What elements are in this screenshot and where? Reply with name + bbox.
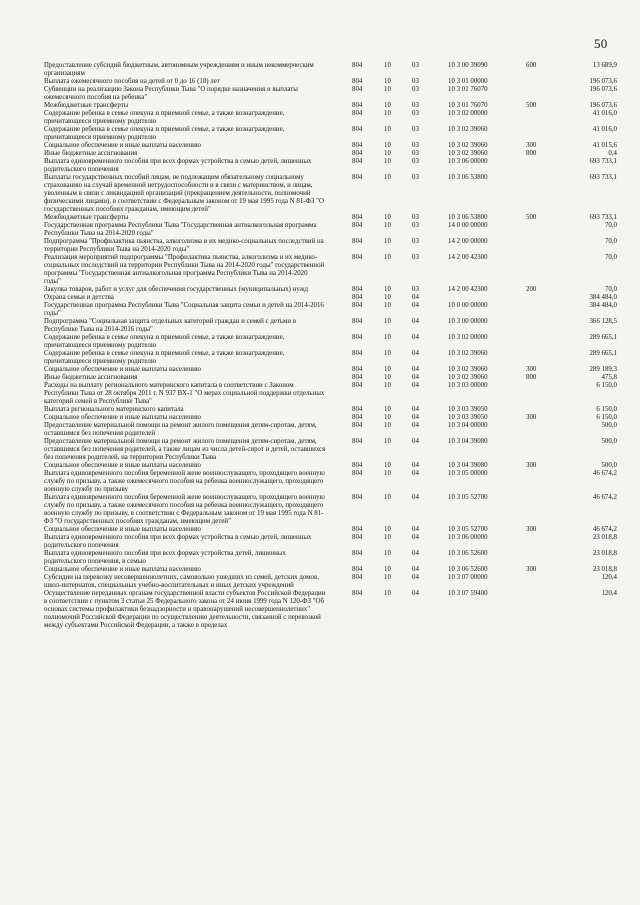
code-rz: 10 bbox=[384, 214, 391, 221]
code-ved: 804 bbox=[352, 150, 363, 157]
code-ved: 804 bbox=[352, 214, 363, 221]
code-vr: 800 bbox=[526, 150, 537, 157]
code-csr: 10 3 07 00000 bbox=[448, 574, 488, 581]
row-name: Межбюджетные трансферты bbox=[44, 214, 129, 221]
code-csr: 10 3 02 39060 bbox=[448, 142, 488, 149]
code-pr: 04 bbox=[412, 374, 419, 381]
table-row bbox=[44, 494, 617, 526]
table-row bbox=[44, 158, 617, 174]
table-row bbox=[44, 350, 617, 366]
table-row bbox=[44, 334, 617, 350]
amount: 384 484,0 bbox=[589, 302, 617, 309]
table-row bbox=[44, 374, 617, 382]
code-vr: 300 bbox=[526, 526, 537, 533]
row-name: Выплата единовременного пособия при всех формах устройства в семью детей, лишенных родительского попечения bbox=[44, 158, 312, 173]
code-ved: 804 bbox=[352, 366, 363, 373]
code-ved: 804 bbox=[352, 62, 363, 69]
code-csr: 10 3 02 39060 bbox=[448, 374, 488, 381]
amount: 41 015,6 bbox=[592, 142, 617, 149]
code-ved: 804 bbox=[352, 470, 363, 477]
table-row bbox=[44, 238, 617, 254]
code-rz: 10 bbox=[384, 142, 391, 149]
code-rz: 10 bbox=[384, 470, 391, 477]
code-ved: 804 bbox=[352, 86, 363, 93]
code-pr: 04 bbox=[412, 414, 419, 421]
code-ved: 804 bbox=[352, 254, 363, 261]
code-rz: 10 bbox=[384, 102, 391, 109]
code-pr: 03 bbox=[412, 86, 419, 93]
row-name: Социальное обеспечение и иные выплаты населению bbox=[44, 526, 201, 533]
row-name: Иные бюджетные ассигнования bbox=[44, 150, 138, 157]
code-csr: 10 3 04 39080 bbox=[448, 438, 488, 445]
amount: 0,4 bbox=[608, 150, 617, 157]
code-csr: 10 3 01 00000 bbox=[448, 78, 488, 85]
code-ved: 804 bbox=[352, 574, 363, 581]
code-ved: 804 bbox=[352, 294, 363, 301]
code-pr: 04 bbox=[412, 470, 419, 477]
code-ved: 804 bbox=[352, 174, 363, 181]
code-csr: 10 3 07 59400 bbox=[448, 590, 488, 597]
row-name: Подпрограмма "Профилактика пьянства, алкоголизма и их медико-социальных последствий на территории Республики Тыва на 2014-2020 годы" bbox=[44, 238, 324, 253]
row-name: Закупка товаров, работ и услуг для обеспечения государственных (муниципальных) нужд bbox=[44, 286, 308, 293]
row-name: Межбюджетные трансферты bbox=[44, 102, 129, 109]
code-pr: 03 bbox=[412, 150, 419, 157]
code-csr: 10 3 01 76070 bbox=[448, 102, 488, 109]
table-row bbox=[44, 102, 617, 110]
row-name: Охрана семьи и детства bbox=[44, 294, 114, 301]
code-pr: 03 bbox=[412, 174, 419, 181]
code-pr: 04 bbox=[412, 406, 419, 413]
code-csr: 10 3 00 00000 bbox=[448, 318, 488, 325]
budget-table bbox=[44, 62, 617, 630]
table-row bbox=[44, 294, 617, 302]
table-row bbox=[44, 318, 617, 334]
table-row bbox=[44, 214, 617, 222]
table-row bbox=[44, 110, 617, 126]
code-csr: 10 3 03 00000 bbox=[448, 382, 488, 389]
code-csr: 10 3 02 00000 bbox=[448, 110, 488, 117]
code-ved: 804 bbox=[352, 590, 363, 597]
code-rz: 10 bbox=[384, 574, 391, 581]
code-pr: 04 bbox=[412, 494, 419, 501]
code-vr: 600 bbox=[526, 62, 537, 69]
code-csr: 10 3 05 00000 bbox=[448, 470, 488, 477]
table-row bbox=[44, 574, 617, 590]
code-pr: 03 bbox=[412, 286, 419, 293]
row-name: Содержание ребенка в семье опекуна и приемной семье, а также вознаграждение, причитающееся приемному родителю bbox=[44, 126, 285, 141]
table-row bbox=[44, 526, 617, 534]
code-ved: 804 bbox=[352, 238, 363, 245]
row-name: Социальное обеспечение и иные выплаты населению bbox=[44, 366, 201, 373]
row-name: Реализация мероприятий подпрограммы "Профилактика пьянства, алкоголизма и их медико-социальных последствий на территории Республики Тыва на 2014-2020 годы" государственной программы "Государственная антиалкогольная программа Республики Тыва на 2014-2020 годы" bbox=[44, 254, 325, 285]
table-row bbox=[44, 78, 617, 86]
amount: 196 073,6 bbox=[589, 102, 617, 109]
code-rz: 10 bbox=[384, 254, 391, 261]
code-rz: 10 bbox=[384, 350, 391, 357]
table-row bbox=[44, 382, 617, 406]
page-number: 50 bbox=[594, 36, 608, 51]
code-rz: 10 bbox=[384, 238, 391, 245]
code-csr: 10 0 00 00000 bbox=[448, 302, 488, 309]
code-vr: 300 bbox=[526, 566, 537, 573]
code-rz: 10 bbox=[384, 366, 391, 373]
code-ved: 804 bbox=[352, 158, 363, 165]
code-csr: 10 3 03 39050 bbox=[448, 406, 488, 413]
table-row bbox=[44, 470, 617, 494]
code-rz: 10 bbox=[384, 526, 391, 533]
code-csr: 10 3 03 39050 bbox=[448, 414, 488, 421]
code-rz: 10 bbox=[384, 86, 391, 93]
code-rz: 10 bbox=[384, 174, 391, 181]
amount: 70,0 bbox=[604, 254, 617, 261]
table-row bbox=[44, 126, 617, 142]
code-rz: 10 bbox=[384, 438, 391, 445]
code-rz: 10 bbox=[384, 286, 391, 293]
code-rz: 10 bbox=[384, 318, 391, 325]
amount: 289 665,1 bbox=[589, 350, 617, 357]
code-rz: 10 bbox=[384, 374, 391, 381]
code-ved: 804 bbox=[352, 406, 363, 413]
code-csr: 10 3 01 76070 bbox=[448, 86, 488, 93]
code-csr: 10 3 04 39080 bbox=[448, 462, 488, 469]
code-vr: 500 bbox=[526, 102, 537, 109]
row-name: Государственная программа Республики Тыва "Государственная антиалкогольная программа Республики Тыва на 2014-2020 годы" bbox=[44, 222, 317, 237]
amount: 120,4 bbox=[601, 590, 617, 597]
code-csr: 14 0 00 00000 bbox=[448, 222, 488, 229]
code-ved: 804 bbox=[352, 286, 363, 293]
code-pr: 03 bbox=[412, 254, 419, 261]
code-rz: 10 bbox=[384, 150, 391, 157]
amount: 693 733,1 bbox=[589, 174, 617, 181]
code-csr: 14 2 00 42300 bbox=[448, 286, 488, 293]
code-pr: 04 bbox=[412, 438, 419, 445]
amount: 46 674,2 bbox=[592, 470, 617, 477]
table-row bbox=[44, 302, 617, 318]
row-name: Предоставление субсидий бюджетным, автономным учреждениям и иным некоммерческим организациям bbox=[44, 62, 314, 77]
amount: 46 674,2 bbox=[592, 494, 617, 501]
row-name: Содержание ребенка в семье опекуна и приемной семье, а также вознаграждение, причитающееся приемному родителю bbox=[44, 110, 285, 125]
code-ved: 804 bbox=[352, 526, 363, 533]
row-name: Государственная программа Республики Тыва "Социальная защита семьи и детей на 2014-2016 годы" bbox=[44, 302, 324, 317]
code-rz: 10 bbox=[384, 126, 391, 133]
amount: 41 016,0 bbox=[592, 110, 617, 117]
amount: 46 674,2 bbox=[592, 526, 617, 533]
code-rz: 10 bbox=[384, 62, 391, 69]
code-ved: 804 bbox=[352, 534, 363, 541]
amount: 6 150,0 bbox=[596, 382, 617, 389]
code-pr: 04 bbox=[412, 590, 419, 597]
row-name: Осуществление переданных органам государственной власти субъектов Российской Федерации в соответствии с пунктом 3 статьи 25 Федерального закона от 24 июня 1999 года N 120-ФЗ "Об основах системы профилактики безнадзорности и правонарушений несовершеннолетних" полномочий Российской Федерации по осуществлению деятельности, связанной с перевозкой между субъектами Российской Федерации, а также в пределах bbox=[44, 590, 326, 629]
code-rz: 10 bbox=[384, 158, 391, 165]
code-ved: 804 bbox=[352, 102, 363, 109]
table-row bbox=[44, 286, 617, 294]
code-pr: 04 bbox=[412, 382, 419, 389]
table-row bbox=[44, 254, 617, 286]
table-row bbox=[44, 406, 617, 414]
code-csr: 10 3 02 00000 bbox=[448, 334, 488, 341]
row-name: Социальное обеспечение и иные выплаты населению bbox=[44, 462, 201, 469]
code-csr: 14 2 00 00000 bbox=[448, 238, 488, 245]
code-ved: 804 bbox=[352, 438, 363, 445]
code-rz: 10 bbox=[384, 294, 391, 301]
table-row bbox=[44, 422, 617, 438]
code-ved: 804 bbox=[352, 414, 363, 421]
code-rz: 10 bbox=[384, 462, 391, 469]
code-ved: 804 bbox=[352, 126, 363, 133]
amount: 23 018,8 bbox=[592, 534, 617, 541]
code-vr: 300 bbox=[526, 462, 537, 469]
code-csr: 10 3 06 52600 bbox=[448, 550, 488, 557]
code-ved: 804 bbox=[352, 318, 363, 325]
code-csr: 10 3 05 52700 bbox=[448, 494, 488, 501]
amount: 196 073,6 bbox=[589, 86, 617, 93]
code-pr: 04 bbox=[412, 550, 419, 557]
table-row bbox=[44, 174, 617, 214]
code-ved: 804 bbox=[352, 462, 363, 469]
row-name: Субвенции на реализацию Закона Республики Тыва "О порядке назначения и выплаты ежемесячного пособия на ребенка" bbox=[44, 86, 298, 101]
code-rz: 10 bbox=[384, 78, 391, 85]
code-pr: 04 bbox=[412, 526, 419, 533]
code-csr: 10 3 06 53800 bbox=[448, 214, 488, 221]
code-csr: 10 3 06 53800 bbox=[448, 174, 488, 181]
table-row bbox=[44, 86, 617, 102]
code-pr: 03 bbox=[412, 238, 419, 245]
code-pr: 03 bbox=[412, 142, 419, 149]
code-ved: 804 bbox=[352, 374, 363, 381]
row-name: Выплаты государственных пособий лицам, не подлежащим обязательному социальному страхованию на случай временной нетрудоспособности и в связи с материнством, и лицам, уволенным в связи с ликвидацией организаций (прекращением деятельности, полномочий физическими лицами), в соответствии с Федеральным законом от 19 мая 1995 года N 81-ФЗ "О государственных пособиях гражданам, имеющим детей" bbox=[44, 174, 324, 213]
amount: 120,4 bbox=[601, 574, 617, 581]
code-csr: 10 3 06 52600 bbox=[448, 566, 488, 573]
code-csr: 10 3 02 39060 bbox=[448, 126, 488, 133]
code-pr: 04 bbox=[412, 350, 419, 357]
amount: 6 150,0 bbox=[596, 406, 617, 413]
code-pr: 04 bbox=[412, 318, 419, 325]
row-name: Содержание ребенка в семье опекуна и приемной семье, а также вознаграждение, причитающееся приемному родителю bbox=[44, 350, 285, 365]
amount: 500,0 bbox=[601, 462, 617, 469]
amount: 70,0 bbox=[604, 238, 617, 245]
code-csr: 10 3 04 00000 bbox=[448, 422, 488, 429]
row-name: Выплата единовременного пособия беременной жене военнослужащего, проходящего военную службу по призыву, а также ежемесячного пособия на ребенка военнослужащего, проходящего военную службу по призыву, в соответствии с Федеральным законом от 19 мая 1995 года N 81-ФЗ "О государственных пособиях гражданам, имеющим детей" bbox=[44, 494, 325, 525]
amount: 13 689,9 bbox=[592, 62, 617, 69]
table-row bbox=[44, 62, 617, 78]
table-row bbox=[44, 550, 617, 566]
amount: 196 073,6 bbox=[589, 78, 617, 85]
code-pr: 03 bbox=[412, 78, 419, 85]
code-ved: 804 bbox=[352, 110, 363, 117]
row-name: Выплата единовременного пособия беременной жене военнослужащего, проходящего военную службу по призыву, а также ежемесячного пособия на ребенка военнослужащего, проходящего военную службу по призыву bbox=[44, 470, 325, 493]
amount: 366 128,5 bbox=[589, 318, 617, 325]
code-rz: 10 bbox=[384, 222, 391, 229]
row-name: Выплата единовременного пособия при всех формах устройства в семью детей, лишенных родительского попечения bbox=[44, 534, 312, 549]
row-name: Содержание ребенка в семье опекуна и приемной семье, а также вознаграждение, причитающееся приемному родителю bbox=[44, 334, 285, 349]
code-rz: 10 bbox=[384, 302, 391, 309]
code-rz: 10 bbox=[384, 494, 391, 501]
row-name: Иные бюджетные ассигнования bbox=[44, 374, 138, 381]
code-ved: 804 bbox=[352, 222, 363, 229]
table-row bbox=[44, 142, 617, 150]
table-row bbox=[44, 222, 617, 238]
amount: 384 484,0 bbox=[589, 294, 617, 301]
amount: 693 733,1 bbox=[589, 214, 617, 221]
code-pr: 04 bbox=[412, 366, 419, 373]
code-pr: 03 bbox=[412, 158, 419, 165]
code-ved: 804 bbox=[352, 494, 363, 501]
code-ved: 804 bbox=[352, 422, 363, 429]
code-ved: 804 bbox=[352, 350, 363, 357]
code-pr: 04 bbox=[412, 574, 419, 581]
amount: 6 150,0 bbox=[596, 414, 617, 421]
code-csr: 10 3 06 00000 bbox=[448, 534, 488, 541]
row-name: Социальное обеспечение и иные выплаты населению bbox=[44, 414, 201, 421]
code-vr: 300 bbox=[526, 366, 537, 373]
code-rz: 10 bbox=[384, 334, 391, 341]
code-rz: 10 bbox=[384, 382, 391, 389]
code-ved: 804 bbox=[352, 334, 363, 341]
amount: 289 189,3 bbox=[589, 366, 617, 373]
table-row bbox=[44, 462, 617, 470]
code-rz: 10 bbox=[384, 590, 391, 597]
table-row bbox=[44, 534, 617, 550]
table-row bbox=[44, 414, 617, 422]
row-name: Выплата ежемесячного пособия на детей от 0 до 16 (18) лет bbox=[44, 78, 220, 85]
code-rz: 10 bbox=[384, 566, 391, 573]
code-ved: 804 bbox=[352, 382, 363, 389]
code-pr: 04 bbox=[412, 302, 419, 309]
amount: 289 665,1 bbox=[589, 334, 617, 341]
table-row bbox=[44, 590, 617, 630]
code-ved: 804 bbox=[352, 302, 363, 309]
code-rz: 10 bbox=[384, 422, 391, 429]
code-pr: 03 bbox=[412, 102, 419, 109]
amount: 41 016,0 bbox=[592, 126, 617, 133]
code-csr: 10 3 05 52700 bbox=[448, 526, 488, 533]
code-pr: 03 bbox=[412, 62, 419, 69]
row-name: Субсидии на перевозку несовершеннолетних, самовольно ушедших из семей, детских домов, школ-интернатов, специальных учебно-воспитательных и иных детских учреждений bbox=[44, 574, 319, 589]
code-pr: 04 bbox=[412, 422, 419, 429]
code-pr: 04 bbox=[412, 534, 419, 541]
row-name: Социальное обеспечение и иные выплаты населению bbox=[44, 566, 201, 573]
code-ved: 804 bbox=[352, 566, 363, 573]
code-pr: 03 bbox=[412, 214, 419, 221]
row-name: Подпрограмма "Социальная защита отдельных категорий граждан и семей с детьми в Республике Тыва на 2014-2016 годы" bbox=[44, 318, 297, 333]
table-row bbox=[44, 438, 617, 462]
code-pr: 04 bbox=[412, 462, 419, 469]
code-pr: 03 bbox=[412, 110, 419, 117]
code-vr: 200 bbox=[526, 286, 537, 293]
code-csr: 10 3 00 39090 bbox=[448, 62, 488, 69]
row-name: Расходы на выплату регионального материнского капитала в соответствии с Законом Республики Тыва от 28 октября 2011 г. N 937 ВХ-1 "О мерах социальной поддержки отдельных категорий семей в Республике Тыва" bbox=[44, 382, 325, 405]
amount: 500,0 bbox=[601, 438, 617, 445]
code-pr: 03 bbox=[412, 126, 419, 133]
amount: 23 018,8 bbox=[592, 550, 617, 557]
code-vr: 300 bbox=[526, 142, 537, 149]
row-name: Предоставление материальной помощи на ремонт жилого помещения детям-сиротам, детям, оставшимся без попечения родителей, а также лицам из числа детей-сирот и детей, оставшихся без попечения родителей, на территории Республики Тыва bbox=[44, 438, 326, 461]
code-ved: 804 bbox=[352, 78, 363, 85]
code-vr: 800 bbox=[526, 374, 537, 381]
amount: 23 018,8 bbox=[592, 566, 617, 573]
code-rz: 10 bbox=[384, 406, 391, 413]
table-row bbox=[44, 150, 617, 158]
amount: 70,0 bbox=[604, 286, 617, 293]
code-csr: 10 3 02 39060 bbox=[448, 350, 488, 357]
code-rz: 10 bbox=[384, 110, 391, 117]
code-pr: 04 bbox=[412, 566, 419, 573]
row-name: Выплата регионального материнского капитала bbox=[44, 406, 184, 413]
code-pr: 03 bbox=[412, 222, 419, 229]
table-row bbox=[44, 366, 617, 374]
code-csr: 14 2 00 42300 bbox=[448, 254, 488, 261]
code-csr: 10 3 02 39060 bbox=[448, 150, 488, 157]
table-row bbox=[44, 566, 617, 574]
code-csr: 10 3 06 00000 bbox=[448, 158, 488, 165]
amount: 475,8 bbox=[601, 374, 617, 381]
code-vr: 500 bbox=[526, 214, 537, 221]
code-vr: 300 bbox=[526, 414, 537, 421]
code-ved: 804 bbox=[352, 142, 363, 149]
row-name: Выплата единовременного пособия при всех формах устройства детей, лишенных родительского попечения, в семью bbox=[44, 550, 286, 565]
code-csr: 10 3 02 39060 bbox=[448, 366, 488, 373]
amount: 693 733,1 bbox=[589, 158, 617, 165]
code-rz: 10 bbox=[384, 534, 391, 541]
code-pr: 04 bbox=[412, 294, 419, 301]
amount: 500,0 bbox=[601, 422, 617, 429]
code-rz: 10 bbox=[384, 550, 391, 557]
code-pr: 04 bbox=[412, 334, 419, 341]
code-rz: 10 bbox=[384, 414, 391, 421]
row-name: Социальное обеспечение и иные выплаты населению bbox=[44, 142, 201, 149]
amount: 70,0 bbox=[604, 222, 617, 229]
row-name: Предоставление материальной помощи на ремонт жилого помещения детям-сиротам, детям, оставшимся без попечения родителей bbox=[44, 422, 317, 437]
code-ved: 804 bbox=[352, 550, 363, 557]
